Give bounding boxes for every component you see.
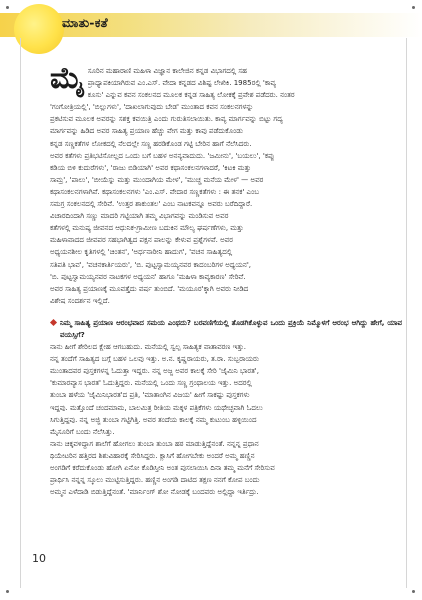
text-line: ಸಿಗುತ್ತಿದ್ದವು. ನನ್ನ ಅಜ್ಜಿ ತುಂಬಾ ಗಟ್ಟಿಗಿತ್ತಿ. ಅವರ ತಂದೆಯ ಕಾಲಕ್ಕೆ ನಮ್ಮ ಕುಟುಂಬ ಹಳ್ಳಿಯಿಂದ: [50, 414, 257, 424]
sun-graphic-icon: [14, 4, 64, 54]
text-line: ತುಂಬಾ ಹಳೆಯ 'ಜೈಮಿನಿಭಾರತ'ದ ಪ್ರತಿ, 'ಮಾತಾಂಗಿನ ವಿಜಯ' ಹೀಗೆ ಸಾಕಷ್ಟು ಪುಸ್ತಕಗಳು: [50, 390, 250, 400]
text-line: ಅವರ ಕತೆಗಳು ಪ್ರತಿಭಟಿಸೋಲ್ಲದ ಒಂದು ಬಗೆ ಬಹಳ ಅನನ್ಯವಾದುದು. 'ಜಮೀನು', 'ಬಯಲು', 'ಕಪ್ಪು: [50, 150, 275, 160]
text-line: 'ಕುಮಾರವ್ಯಾಸ ಭಾರತ' ಓದುತ್ತಿದ್ದರು. ಮನೆಯಲ್ಲಿ ಒಂದು ಸಣ್ಣ ಗ್ರಂಥಾಲಯ ಇತ್ತು. ಅದರಲ್ಲಿ: [50, 378, 252, 388]
text-line: ನಾನು ಹೀಗೆ ಶೇರಿಲದ ಕ್ಷೇಹ ಆಗಬಹುದು. ಮನೆಯಲ್ಲಿ ಸ್ವಲ್ಪ ಸಾಹಿತ್ಯಕ ವಾತಾವರಣ ಇತ್ತು.: [50, 342, 247, 352]
corner-dot: [412, 590, 415, 593]
text-line: ಅವರ ಸಾಹಿತ್ಯ ಪ್ರಯಾಣಕ್ಕೆ ಮೂವತ್ತೈದು ವರ್ಷ ತುಂಬಿದೆ. 'ಮಯೂರ'ಕ್ಕಾಗಿ ಅವರು ನೀಡಿದ: [50, 283, 249, 293]
text-line: ಅಂಗಡಿಗೆ ಕರೆದುಕೊಂಡು ಹೋಗಿ ಏನೋ ಕೊಡಿಸ್ತೀನಿ ಅಂತ ಪುಸಲಾಯಿಸಿ ದಿನಾ ತಮ್ಮ ಮನೆಗೆ ಸೇರಿಸುವ: [50, 463, 275, 472]
text-line: ಮಹಿಳಾವಾದದ ಜೀವಪರ ಸಹಭಾಗಿತ್ವದ ಪಕ್ಷನ ಪಾಲನ್ನು ಕೇಳುವ ಪ್ರಶ್ನೆಗಳವೆ. ಅವರ: [50, 235, 234, 245]
text-line: ಅಧ್ಯಯನಶೀಲ ಕೃತಿಗಳಲ್ಲಿ 'ಚಿಂತನ', 'ಅರ್ಧನಾರೀನಿ ಹಾದುಗ', 'ವಚನ ಸಾಹಿತ್ಯದಲ್ಲಿ: [50, 247, 233, 257]
text-line: ಸಾಮ್ರ', 'ಪಾಲು', 'ಬೀಯೆಸ್ನು ಮತ್ತು ಮುಂದಾಗಿಯ ಮೇಳ', 'ಮುಚ್ಚ ಮನೆಯ ಮೇಳ' — ಅವರ: [50, 174, 264, 184]
text-line: 'ಬಿ. ಪುಟ್ಟಸ್ವಾಮಯ್ಯನವರ ನಾಟಕಗಳ ಅಧ್ಯಯನ' ಹಾಗೂ 'ಮಹಿಳಾ ಕಾವ್ಯಕಾರಣ' ಸೇರಿವೆ.: [50, 271, 246, 281]
corner-dot: [6, 6, 9, 9]
text-line: ಪ್ರಾರ್ಥಿಸಿ ನನ್ನನ್ನ ಸ್ಕೂಲು ಮುಟ್ಟಿಸುತ್ತಿದ್ದರು. ಹಣ್ಣಿನ ಅಂಗಡಿ ದಾಟಿದ ತಕ್ಷಣ ನನಗೆ ಕೋಪ ಬಂದು: [50, 475, 260, 485]
left-margin-rule: [20, 38, 21, 588]
text-line: ಸಮಗ್ರ ಸಂಕಲನದಲ್ಲಿ ಸೇರಿವೆ. 'ಉತ್ತರ ಶಾಕುಂತಲ' ಎಂಬ ನಾಟಕವನ್ನೂ ಅವರು ಬರೆದಿದ್ದಾರೆ.: [50, 199, 253, 209]
text-line: ವಿಚಾರದಿಂದಾಗಿ ಸಣ್ಣು ಮಾದರಿ ಗಟ್ಟಿಯಾಗಿ ತಮ್ಮ ವಿಭಾಗವನ್ನು ಮಂಡಿಸುವ ಅವರ: [50, 211, 229, 221]
corner-dot: [412, 6, 415, 9]
interview-answer: [50, 341, 402, 498]
intro-paragraph: [50, 61, 402, 307]
text-line: ವಿಶೇಷ ಸಂದರ್ಶನ ಇಲ್ಲಿದೆ.: [50, 295, 110, 305]
question-text: ನಿಮ್ಮ ಸಾಹಿತ್ಯ ಪ್ರಯಾಣ ಆರಂಭವಾದ ಸಮಯ ಎಂಥದು? ಬರವಣಿಗೆಯಲ್ಲಿ ತೊಡಗಿಕೊಳ್ಳುವ ಒಂದು ಪ್ರಕ್ರಿಯೆ ನಿಮ್ಮೊಳಗೆ ಆರಂಭ ಆಗಿದ್ದು ಹೇಗೆ, ಯಾವ ವಯಸ್ಸಿಗೆ?: [60, 317, 402, 339]
text-line: ಪ್ರಾಧ್ಯಾಪಕಿಯಾಗಿರುವ ಎಂ.ಎಸ್. ವೇದಾ ಕನ್ನಡದ ವಿಶಿಷ್ಟ ಲೇಖಿಕಿ. 1985ರಲ್ಲಿ 'ಕಾವ್ಯ: [87, 78, 277, 88]
text-line: ನಾನು ಚಿಕ್ಕವಳಿದ್ದಾಗ ಶಾಲೆಗೆ ಹೋಗಲು ತುಂಬಾ ತುಂಬಾ ಹಠ ಮಾಡುತ್ತಿದ್ದೆನಂತೆ. ನನ್ನನ್ನ ಪ್ರಧಾನ: [50, 438, 259, 448]
text-line: 'ಗಂಗೋತ್ರಿಯಲ್ಲಿ', 'ಬಿಲ್ಲುಗಳು', 'ದಾಖಲಾಗುವುದು ಬೇಡ' ಮುಂತಾದ ಕವನ ಸಂಕಲನಗಳನ್ನು: [50, 102, 254, 112]
intro-lines: [50, 61, 402, 307]
text-line: ಕಡಿಯ ಬಿಳಿ ಕುದುರೆಗಳು', 'ರಾಜು ಬಿಡಿಯಾಗಿ' ಅವರ ಕಥಾಸಂಕಲನಗಳಾದರೆ, 'ಕಿಟಕಿ ಮತ್ತು: [50, 162, 252, 172]
text-line: ಅಮ್ಮನ ಎಳೆದಾಡಿ ಬಿಡುತ್ತಿದ್ದೆನಂತೆ. 'ಮಾರ್ನಿಂಗ್ ಶೋ ನೋಡಕ್ಕೆ ಬಂದವರು ಅಲ್ಲಿದ್ದಾ ಇರ್ತಿದ್ರು.: [50, 487, 259, 497]
text-line: ಕಥಾಸಂಕಲನಗಳಾಗಿವೆ. ಕಥಾಸಂಕಲನಗಳು 'ಎಂ.ಎಸ್. ವೇದಾರ ಸಣ್ಣಕತೆಗಳು : ಈ ತನಕ' ಎಂಬ: [50, 186, 259, 196]
text-line: ಕನ್ನಡ ಸಣ್ಣಕತೆಗಳ ಲೋಕದಲ್ಲಿ ನೆಲದಲ್ಲೇ ಸಣ್ಣ ಹರಡಿಕೊಂಡ ಗಟ್ಟಿ ಬೇರಿನ ಹಾಗೆ ನೆಲೆಸಿದರು.: [50, 138, 252, 148]
text-line: ಕತೆಗಳಲ್ಲಿ ಮನುಷ್ಯ ಜೀವನದ ಆಧುನಿಕ-ಗ್ರಾಮೀಣ ಬದುಕಿನ ಮೌಲ್ಯ ಘರ್ಷಣೆಗಳು, ಮತ್ತು: [50, 223, 244, 233]
text-line: ಪ್ರಕಟಿಸುವ ಮೂಲಕ ಅವರನ್ನು ಸಶಕ್ತ ಕವಯಿತ್ರಿ ಎಂದು ಗುರುತಿಸಲಾಯಿತು. ಕಾವ್ಯ ಮಾರ್ಗವನ್ನು ಬಿಟ್ಟು ಗದ್ಯ: [50, 114, 283, 124]
text-line: ಇದ್ದವು. ಮತ್ತೊಂದೆ ಚಂದಮಾಮ, ಬಾಲಮಿತ್ರ ರೀತಿಯ ಮಕ್ಕಳ ಪತ್ರಿಕೆಗಳು ಯಥೇಚ್ಛವಾಗಿ ಓದಲು: [50, 402, 263, 412]
corner-dot: [6, 590, 9, 593]
interview-question: [50, 317, 402, 341]
text-line: ಸೂರಿನ ಮಹಾರಾಣಿ ಮಹಿಳಾ ವಿಜ್ಞಾನ ಕಾಲೇಜಿನ ಕನ್ನಡ ವಿಭಾಗದಲ್ಲಿ ಸಹ: [87, 66, 248, 75]
text-line: ಮೈಸೂರಿಗೆ ಬಂದು ನೆಲೆಸಿತ್ತು.: [50, 426, 115, 436]
text-line: ನನ್ನ ತಂದೆಗೆ ಸಾಹಿತ್ಯದ ಬಗ್ಗೆ ಬಹಳ ಒಲವು ಇತ್ತು. ಅ.ನ. ಕೃಷ್ಣರಾಯರು, ತ.ರಾ. ಸುಬ್ಬರಾಯರು: [50, 354, 260, 364]
text-line: ಥಿಯೇಟರಿನ ಹತ್ತಿರದ ಶಿಶುವಿಹಾರಕ್ಕೆ ಸೇರಿಸಿದ್ದರು. ಕ್ಲಾಸಿಗೆ ಹೋಗಬೇಕು ಅಂದರೆ ಅಮ್ಮ ಹಣ್ಣಿನ: [50, 450, 255, 460]
page-number: 10: [32, 552, 46, 565]
right-margin-rule: [406, 38, 407, 588]
text-line: ಮಾರ್ಗವನ್ನು ಹಿಡಿದ ಅವರ ಸಾಹಿತ್ಯ ಪ್ರಯಾಣ ಹೆಚ್ಚು ವೇಗ ಮತ್ತು ಕಾವು ಪಡೆದುಕೊಂಡು: [50, 126, 243, 136]
question-bullet-icon: [50, 319, 57, 326]
text-line: ಕೂಸು' ಎನ್ನುವ ಕವನ ಸಂಕಲನದ ಮೂಲಕ ಕನ್ನಡ ಸಾಹಿತ್ಯ ಲೋಕಕ್ಕೆ ಪ್ರವೇಶ ಪಡೆದರು. ನಂತರ: [87, 90, 295, 100]
section-title: ಮಾತು-ಕತೆ: [62, 15, 108, 30]
text-line: ಸತಿಪತಿ ಭಾವ', 'ವಚನಕಾರ್ತಿಯರು', 'ಬಿ. ಪುಟ್ಟಸ್ವಾಮಯ್ಯನವರ ಕಾದಂಬರಿಗಳ ಅಧ್ಯಯನ',: [50, 259, 252, 269]
drop-cap: ಮೈ: [50, 61, 85, 96]
article-body: [50, 61, 402, 498]
text-line: ಮುಂತಾದವರ ಪುಸ್ತಕಗಳನ್ನ ಓದುತ್ತಾ ಇದ್ದರು. ನನ್ನ ಅಜ್ಜ ಅವರ ಕಾಲಕ್ಕೆ ಸೇರಿ 'ಜೈಮಿನಿ ಭಾರತ',: [50, 366, 259, 376]
